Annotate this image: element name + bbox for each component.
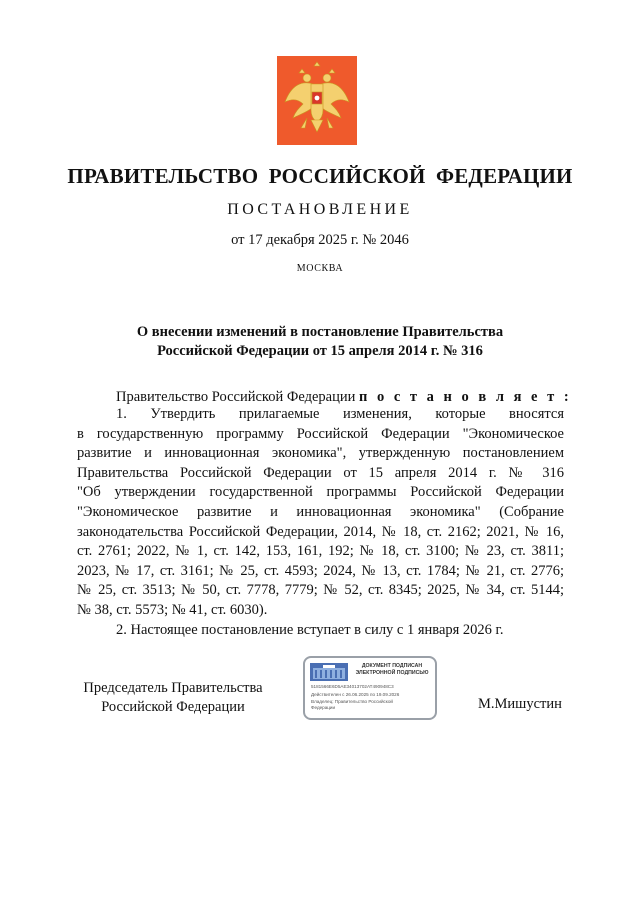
stamp-title bbox=[349, 663, 435, 677]
body-line: 1. Утвердить прилагаемые изменения, которые вносятся bbox=[116, 406, 564, 422]
subject-line: Российской Федерации от 15 апреля 2014 г. № 316 bbox=[157, 343, 483, 359]
stamp-certificate: 5181566E6D5AE34013702AT490948C3 bbox=[311, 684, 394, 689]
government-building-icon bbox=[309, 662, 349, 682]
body-line: "Об утверждении государственной программы Российской Федерации bbox=[77, 484, 564, 501]
stamp-owner: Владелец: Правительство Российской bbox=[311, 699, 393, 704]
body-line: развитие и инновационная экономика", утвержденную постановлением bbox=[77, 445, 564, 462]
body-line: 2. Настоящее постановление вступает в силу с 1 января 2026 г. bbox=[116, 621, 504, 638]
stamp-validity: Действителен с 26.06.2025 по 19.09.2026 bbox=[311, 692, 400, 697]
body-line: законодательства Российской Федерации, 2014, № 18, ст. 2162; 2021, № 16, bbox=[77, 523, 564, 540]
stamp-title-line: ДОКУМЕНТ ПОДПИСАН bbox=[361, 663, 423, 669]
body-line: ст. 2761; 2022, № 1, ст. 142, 153, 161, 192; № 18, ст. 3100; № 23, ст. 3811; bbox=[77, 543, 564, 560]
body-line: в государственную программу Российской Федерации "Экономическое bbox=[77, 425, 564, 442]
preamble-text: Правительство Российской Федерации bbox=[116, 389, 359, 405]
document-type: ПОСТАНОВЛЕНИЕ bbox=[227, 201, 413, 218]
preamble-emphasis: п о с т а н о в л я е т : bbox=[358, 389, 572, 405]
body-line: № 25, ст. 3513; № 50, ст. 7778, 7779; № 52, ст. 8345; 2025, № 34, ст. 5144; bbox=[77, 582, 564, 599]
body-line: Правительства Российской Федерации от 15 апреля 2014 г. № 316 bbox=[77, 464, 564, 481]
electronic-signature-stamp bbox=[303, 656, 437, 720]
stamp-owner: Федерации bbox=[311, 705, 336, 710]
document-date-number: от 17 декабря 2025 г. № 2046 bbox=[231, 232, 409, 248]
body-line: "Экономическое развитие и инновационная экономика" (Собрание bbox=[77, 503, 564, 520]
signatory-position-line: Председатель Правительства bbox=[83, 680, 263, 696]
signatory-name: М.Мишустин bbox=[478, 696, 562, 712]
signatory-position-line: Российской Федерации bbox=[101, 699, 245, 715]
government-name: ПРАВИТЕЛЬСТВО РОССИЙСКОЙ ФЕДЕРАЦИИ bbox=[67, 164, 573, 188]
coat-of-arms-icon bbox=[277, 56, 357, 145]
stamp-title-line: ЭЛЕКТРОННОЙ ПОДПИСЬЮ bbox=[355, 670, 429, 676]
body-line: 2023, № 17, ст. 3161; № 25, ст. 4593; 2024, № 13, ст. 1784; № 21, ст. 2776; bbox=[77, 562, 564, 579]
body-line: № 38, ст. 5573; № 41, ст. 6030). bbox=[77, 601, 268, 618]
document-subject bbox=[100, 323, 540, 361]
document-city: МОСКВА bbox=[296, 263, 344, 274]
subject-line: О внесении изменений в постановление Правительства bbox=[136, 324, 504, 340]
document-body bbox=[77, 405, 564, 640]
signatory-position bbox=[77, 679, 269, 717]
